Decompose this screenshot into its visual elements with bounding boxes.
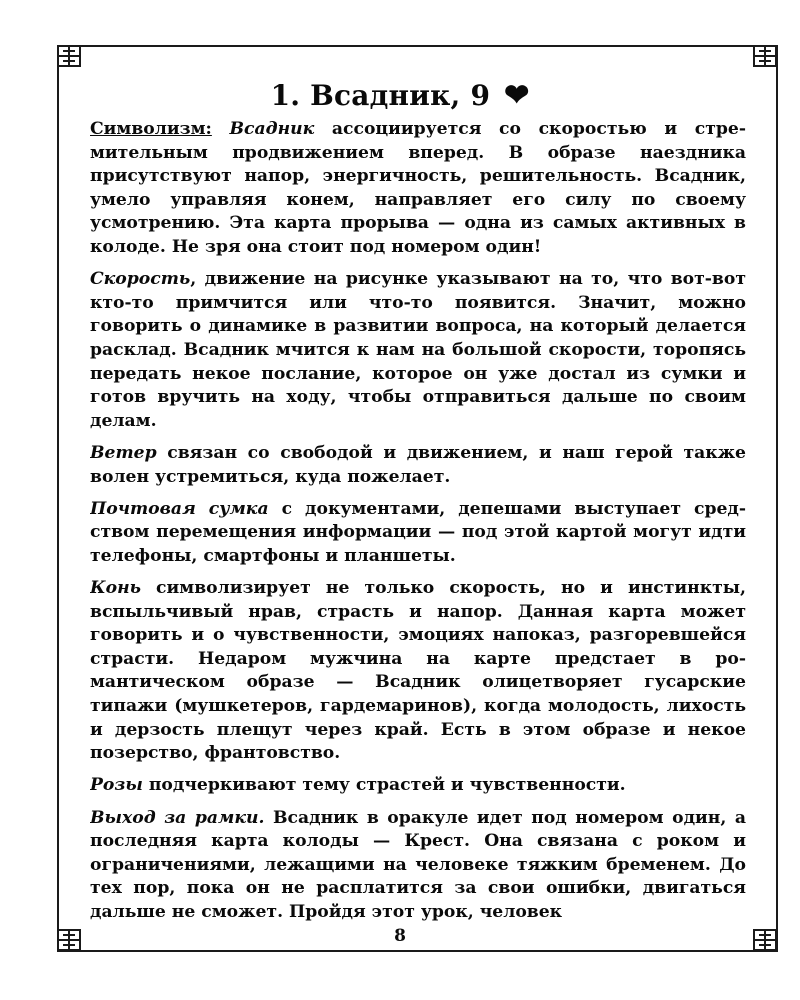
page-number: 8	[394, 926, 406, 946]
page-title	[0, 78, 800, 113]
paragraph-lead: Скорость	[90, 269, 191, 290]
title-text: 1. Всадник, 9	[270, 79, 491, 112]
paragraph-mailbag	[90, 498, 746, 569]
heart-icon: ❤	[504, 78, 530, 113]
paragraph-lead: Конь	[90, 578, 141, 599]
paragraph-text: с документами, депешами выступает средством перемещения информации — под этой картой могут идти телефоны, смартфоны и планшеты.	[90, 498, 746, 566]
article-body	[90, 118, 746, 926]
paragraph-text: Всадник в оракуле идет под номером один, а последняя карта колоды — Крест. Она связана с роком и ограничениями, лежащими на человеке тяжким бременем. До тех пор, пока он не расплатится за свои ошибки, двигаться дальше не сможет. Пройдя этот урок, человек	[90, 807, 746, 922]
paragraph-lead: Почтовая сумка	[90, 498, 269, 519]
paragraph-roses	[90, 774, 746, 798]
paragraph-beyond-limits	[90, 807, 746, 925]
paragraph-lead: Ветер	[90, 442, 157, 463]
paragraph-text: символизирует не только скорость, но и инстинкты, вспыльчивый нрав, страсть и напор. Данная карта может говорить и о чувственности, эмоциях напоказ, разгоревшейся страсти. Недаром мужчина на карте предстает в романтическом образе — Всадник олицетворяет гусарские типажи (мушкетеров, гардемаринов), когда молодость, лихость и дерзость плещут через край. Есть в этом образе и некое позерство, франтовство.	[90, 578, 746, 764]
paragraph-text: подчеркивают тему страстей и чувственности.	[142, 775, 626, 796]
paragraph-wind	[90, 442, 746, 489]
paragraph-text: связан со свободой и движением, и наш герой также волен устремиться, куда пожелает.	[90, 442, 746, 487]
paragraph-lead-emphasis: Всадник	[229, 119, 315, 139]
corner-ornament-top-right	[739, 43, 779, 83]
paragraph-text: , движение на рисунке указывают на то, что вот-вот кто-то примчится или что-то появится. Значит, можно говорить о динамике в развитии вопроса, на который делается расклад. Всадник мчится к нам на большой скорости, торопясь передать некое послание, которое он уже достал из сумки и готов вручить на ходу, чтобы отправиться дальше по своим делам.	[90, 269, 746, 431]
paragraph-horse	[90, 577, 746, 766]
corner-ornament-top-left	[55, 43, 95, 83]
paragraph-lead: Выход за рамки.	[90, 807, 265, 828]
paragraph-lead: Розы	[90, 775, 143, 796]
paragraph-text: ассоциируется со скоростью и стремительным продвижением вперед. В образе наездника присутствуют напор, энергичность, решительность. Всадник, умело управляя конем, направляет его силу по своему усмотрению. Эта карта прорыва — одна из самых активных в колоде. Не зря она стоит под номером один!	[90, 119, 746, 257]
paragraph-speed	[90, 268, 746, 433]
paragraph-lead: Символизм:	[90, 119, 212, 139]
paragraph-symbolism	[90, 118, 746, 260]
